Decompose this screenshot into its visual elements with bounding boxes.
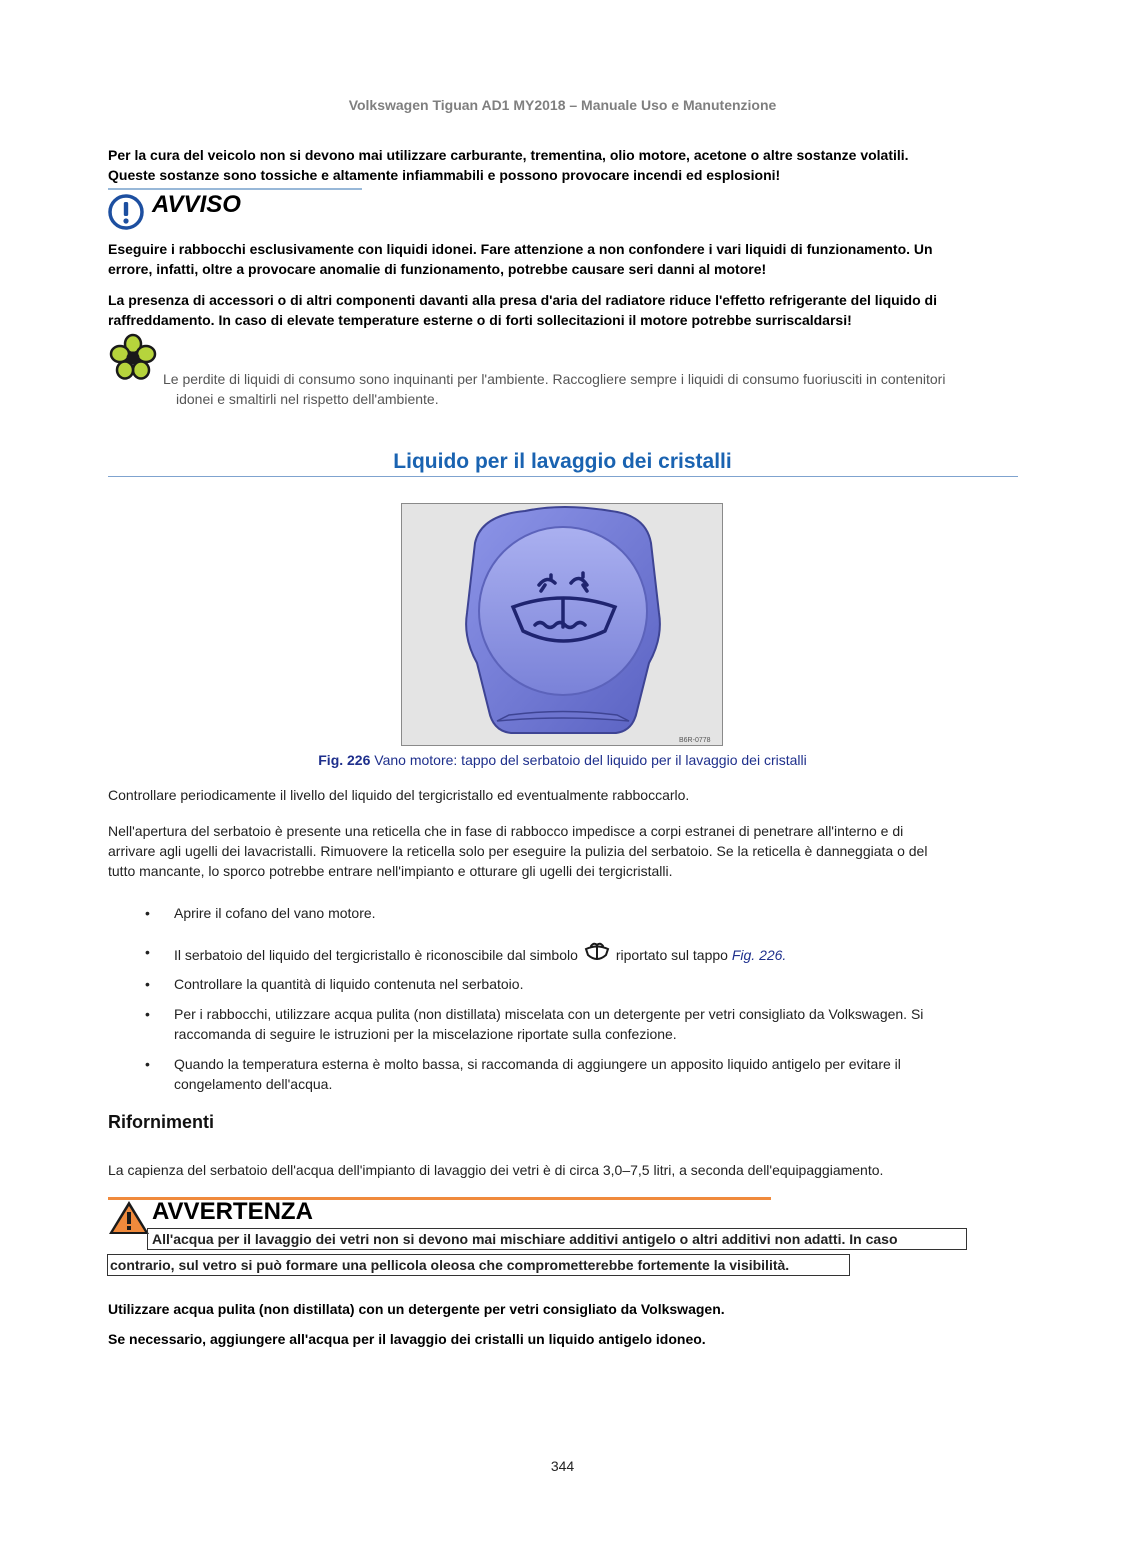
bullet-dot: • (145, 976, 150, 992)
list-item-text-line-1: Quando la temperatura esterna è molto bassa, si raccomanda di aggiungere un apposito liquido antigelo per evitare il (174, 1056, 901, 1072)
figure-code: B6R-0778 (679, 737, 711, 744)
warning-title: AVVERTENZA (152, 1198, 313, 1225)
washer-cap-figure (401, 503, 723, 746)
warning-paragraph-1: Utilizzare acqua pulita (non distillata) con un detergente per vetri consigliato da Volkswagen. (108, 1301, 725, 1317)
list-item-text: Controllare la quantità di liquido contenuta nel serbatoio. (174, 976, 524, 992)
warning-line-1: All'acqua per il lavaggio dei vetri non si devono mai mischiare additivi antigelo o altri additivi non adatti. In caso (147, 1228, 967, 1250)
warning-paragraph-2: Se necessario, aggiungere all'acqua per il lavaggio dei cristalli un liquido antigelo idoneo. (108, 1331, 706, 1347)
notice-p2-line-2: raffreddamento. In caso di elevate temperature esterne o di forti sollecitazioni il motore potrebbe surriscaldarsi! (108, 312, 852, 328)
list-item-text: Il serbatoio del liquido del tergicristallo è riconoscibile dal simbolo (174, 947, 578, 963)
body-paragraph-2 (108, 821, 1013, 881)
environment-line-2: idonei e smaltirli nel rispetto dell'ambiente. (176, 391, 439, 407)
notice-title: AVVISO (152, 191, 241, 218)
notice-p2-line-1: La presenza di accessori o di altri componenti davanti alla presa d'aria del radiatore riduce l'effetto refrigerante del liquido di (108, 292, 937, 308)
intro-line-2: Queste sostanze sono tossiche e altamente infiammabili e possono provocare incendi ed esplosioni! (108, 167, 781, 183)
page-number: 344 (550, 1458, 575, 1474)
section-title: Liquido per il lavaggio dei cristalli (393, 450, 732, 473)
bullet-dot: • (145, 1006, 150, 1022)
warning-line-2: contrario, sul vetro si può formare una pellicola oleosa che comprometterebbe fortemente la visibilità. (107, 1254, 850, 1276)
bullet-dot: • (145, 1056, 150, 1072)
list-item (145, 1054, 1013, 1094)
body-p2-line-1: Nell'apertura del serbatoio è presente una reticella che in fase di rabbocco impedisce a corpi estranei di penetrare all'interno e di (108, 823, 904, 839)
list-item (145, 942, 1013, 965)
body-paragraph-1: Controllare periodicamente il livello del liquido del tergicristallo ed eventualmente rabboccarlo. (108, 787, 690, 803)
environment-note (108, 369, 1013, 409)
list-item (145, 974, 1013, 994)
warning-triangle-icon (107, 1199, 151, 1236)
body-p2-line-3: tutto mancante, lo sporco potrebbe entrare nell'impianto e otturare gli ugelli dei tergicristalli. (108, 863, 673, 879)
notice-paragraph-1 (108, 239, 1013, 279)
bullet-dot: • (145, 944, 150, 960)
intro-warning-text (108, 145, 1013, 185)
refills-text: La capienza del serbatoio dell'acqua dell'impianto di lavaggio dei vetri è di circa 3,0–7,5 litri, a seconda dell'equipaggiamento. (108, 1162, 884, 1178)
figure-reference-link[interactable]: Fig. 226. (731, 947, 787, 963)
list-item-text-line-2: raccomanda di seguire le istruzioni per la miscelazione riportate sulla confezione. (174, 1026, 677, 1042)
notice-p1-line-1: Eseguire i rabbocchi esclusivamente con liquidi idonei. Fare attenzione a non confondere i vari liquidi di funzionamento. Un (108, 241, 933, 257)
figure-label: Fig. 226 (318, 752, 371, 768)
page-header: Volkswagen Tiguan AD1 MY2018 – Manuale Uso e Manutenzione (348, 97, 777, 113)
list-item (145, 903, 1013, 923)
notice-paragraph-2 (108, 290, 1013, 330)
section-divider (108, 476, 1018, 477)
body-p2-line-2: arrivare agli ugelli dei lavacristalli. Rimuovere la reticella solo per eseguire la pulizia del serbatoio. Se la reticella è danneggiata o del (108, 843, 928, 859)
info-exclamation-icon (107, 193, 145, 231)
washer-fluid-symbol-icon (584, 942, 610, 964)
notice-divider (108, 188, 362, 190)
environment-line-1: Le perdite di liquidi di consumo sono inquinanti per l'ambiente. Raccogliere sempre i liquidi di consumo fuoriusciti in contenitori (163, 371, 946, 387)
list-item-text-line-1: Per i rabbocchi, utilizzare acqua pulita (non distillata) miscelata con un detergente per vetri consigliato da Volkswagen. Si (174, 1006, 924, 1022)
notice-p1-line-2: errore, infatti, oltre a provocare anomalie di funzionamento, potrebbe causare seri danni al motore! (108, 261, 767, 277)
figure-caption-text: Vano motore: tappo del serbatoio del liquido per il lavaggio dei cristalli (374, 752, 807, 768)
list-item-text-after: riportato sul tappo (615, 947, 728, 963)
list-item (145, 1004, 1013, 1044)
intro-line-1: Per la cura del veicolo non si devono mai utilizzare carburante, trementina, olio motore, acetone o altre sostanze volatili. (108, 147, 909, 163)
refills-heading: Rifornimenti (108, 1112, 214, 1132)
list-item-text: Aprire il cofano del vano motore. (174, 905, 376, 921)
list-item-text-line-2: congelamento dell'acqua. (174, 1076, 333, 1092)
bullet-dot: • (145, 905, 150, 921)
figure-caption (0, 752, 1125, 768)
